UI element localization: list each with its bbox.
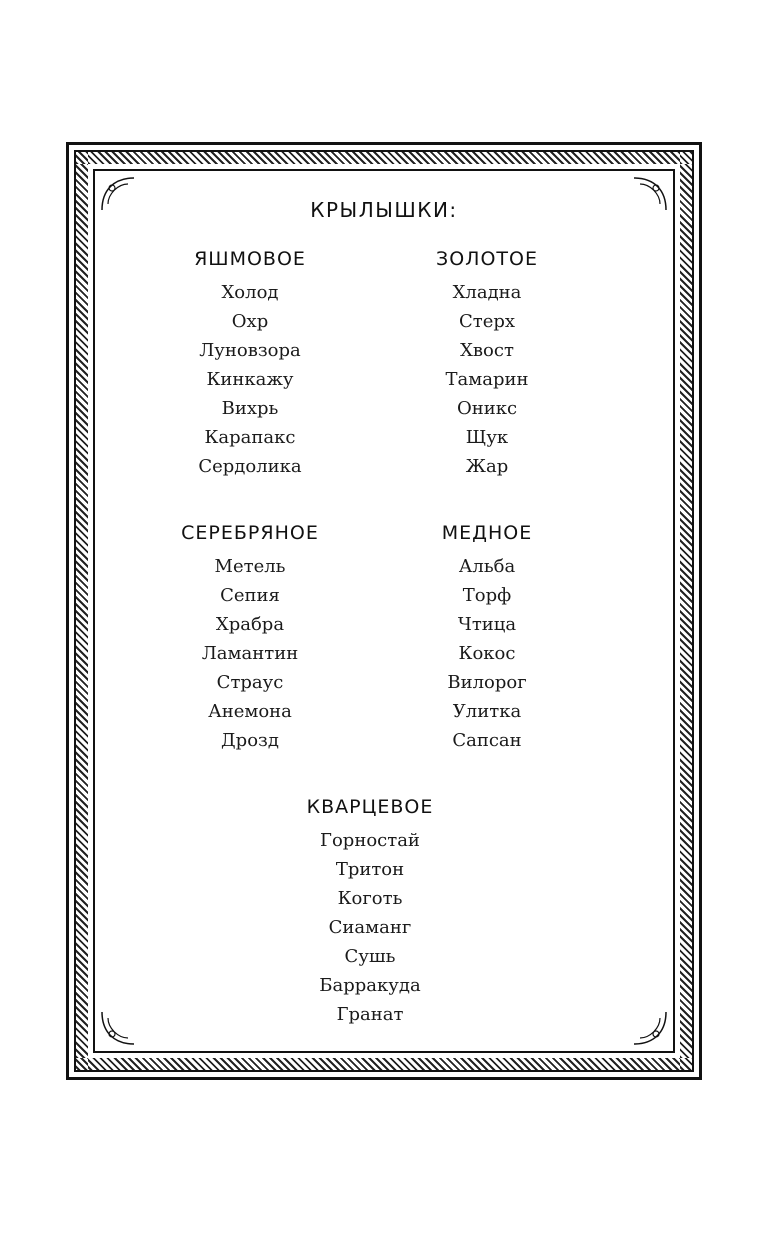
list-item: Торф	[462, 585, 512, 606]
list-item: Сапсан	[452, 730, 522, 751]
list-item: Кинкажу	[206, 369, 294, 390]
list-item: Кокос	[458, 643, 516, 664]
list-item: Коготь	[337, 888, 403, 909]
list-item: Луновзора	[199, 340, 301, 361]
list-item: Хладна	[452, 282, 522, 303]
group-heading: СЕРЕБРЯНОЕ	[181, 522, 319, 544]
group-jasper	[130, 248, 370, 481]
list-item: Сиаманг	[328, 917, 412, 938]
list-item: Анемона	[208, 701, 292, 722]
group-quartz	[250, 796, 490, 1029]
group-heading: ЗОЛОТОЕ	[436, 248, 538, 270]
list-item: Хвост	[460, 340, 514, 361]
corner-flourish-bottom-right-icon	[630, 1008, 670, 1048]
list-item: Холод	[221, 282, 279, 303]
page-title: КРЫЛЫШКИ:	[310, 198, 458, 222]
list-item: Тамарин	[445, 369, 529, 390]
list-item: Карапакс	[204, 427, 296, 448]
list-item: Храбра	[215, 614, 285, 635]
list-item: Вилорог	[447, 672, 527, 693]
list-item: Вихрь	[221, 398, 279, 419]
list-item: Барракуда	[319, 975, 421, 996]
list-item: Чтица	[457, 614, 517, 635]
list-item: Оникс	[456, 398, 518, 419]
group-heading: КВАРЦЕВОЕ	[306, 796, 434, 818]
group-gold	[367, 248, 607, 481]
list-item: Жар	[465, 456, 509, 477]
list-item: Сердолика	[198, 456, 302, 477]
group-copper	[367, 522, 607, 755]
group-heading: ЯШМОВОЕ	[194, 248, 306, 270]
list-item: Горностай	[320, 830, 420, 851]
list-item: Тритон	[335, 859, 405, 880]
group-silver	[130, 522, 370, 755]
group-heading: МЕДНОЕ	[441, 522, 533, 544]
list-item: Гранат	[336, 1004, 404, 1025]
list-item: Улитка	[452, 701, 522, 722]
list-item: Охр	[231, 311, 269, 332]
list-item: Страус	[216, 672, 284, 693]
list-item: Стерх	[458, 311, 516, 332]
list-item: Щук	[465, 427, 509, 448]
list-item: Сепия	[220, 585, 280, 606]
list-item: Дрозд	[221, 730, 279, 751]
list-item: Ламантин	[201, 643, 299, 664]
list-item: Метель	[214, 556, 286, 577]
list-item: Сушь	[344, 946, 396, 967]
list-item: Альба	[458, 556, 516, 577]
corner-flourish-bottom-left-icon	[98, 1008, 138, 1048]
